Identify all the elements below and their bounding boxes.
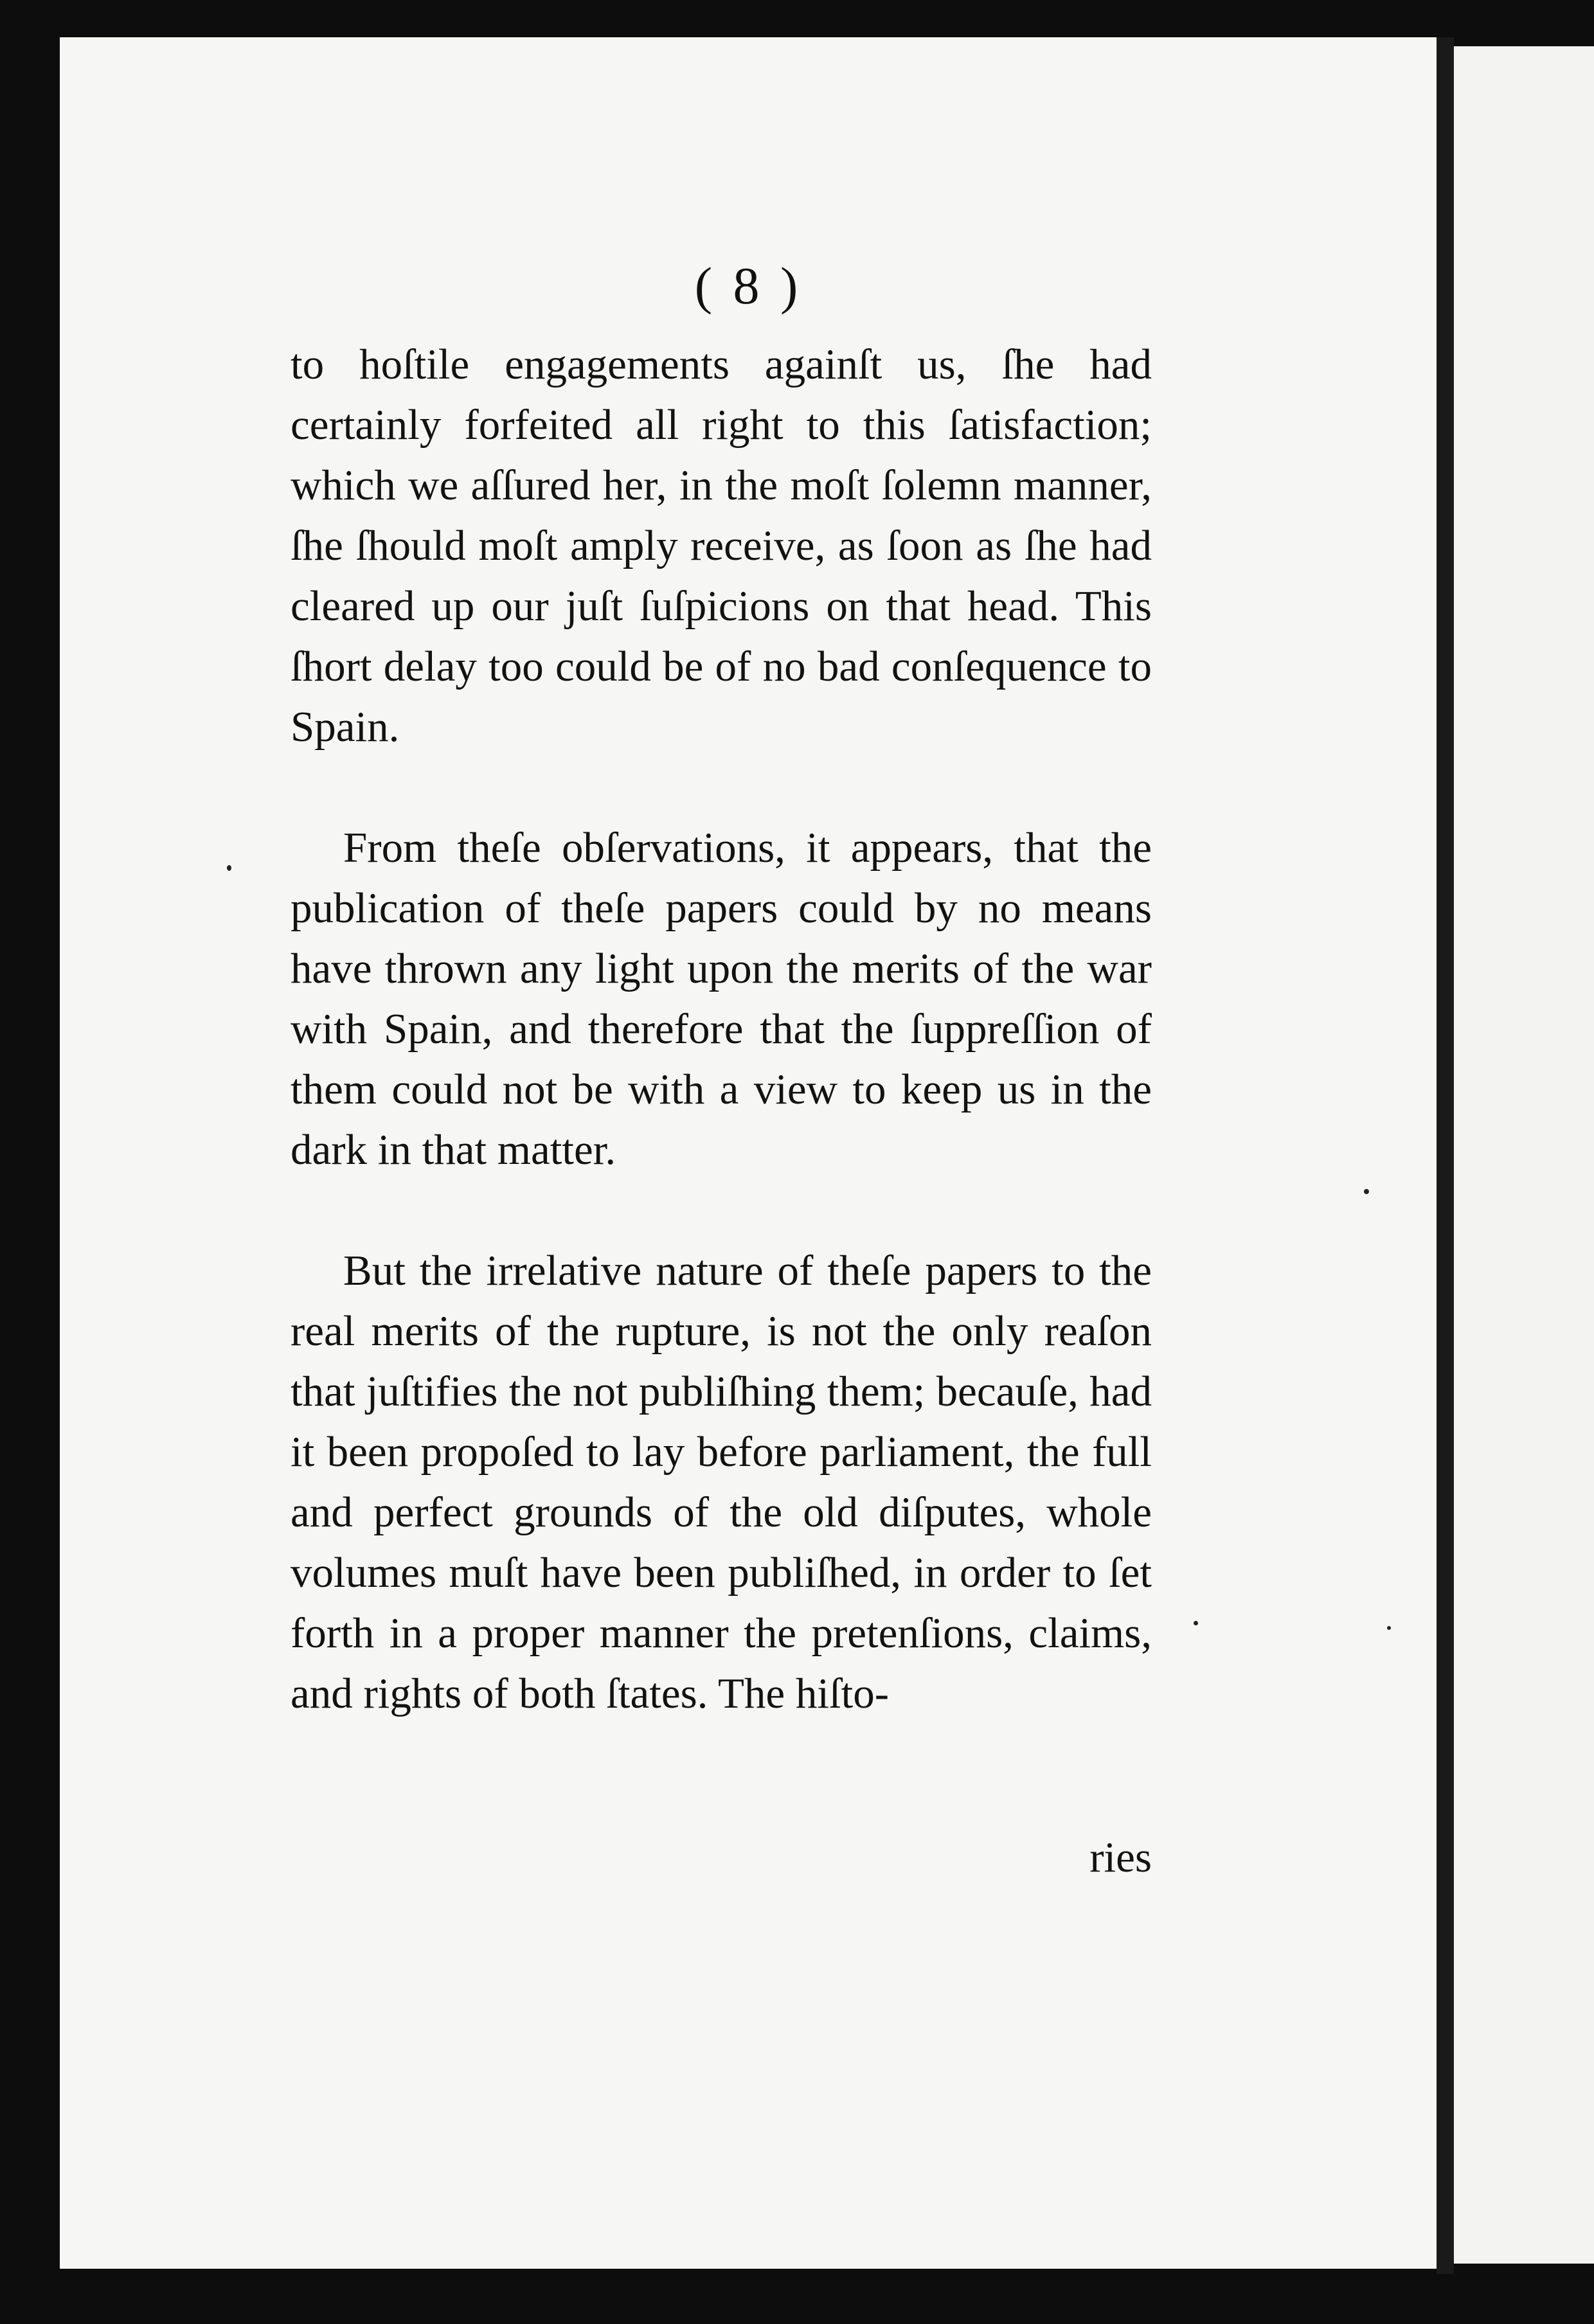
paragraph-3: But the irrelative nature of theſe papers to the real merits of the rupture, is not the only reaſon that juſtifies the not publiſhing them; becauſe, had it been propoſed to lay before parliament, the full and perfect grounds of the old diſputes, whole volumes muſt have been publiſhed, in order to ſet forth in a proper manner the pretenſions, claims, and rights of both ſtates. The hiſto- <box>291 1247 1152 1717</box>
book-gutter <box>1437 37 1454 2274</box>
facing-page-edge <box>1454 46 1594 2264</box>
ink-speck <box>1364 1189 1369 1194</box>
paragraph-1: to hoſtile engagements againſt us, ſhe had certainly forfeited all right to this ſatisfaction; which we aſſured her, in the moſt ſolemn manner, ſhe ſhould moſt amply receive, as ſoon as ſhe had cleared up our juſt ſuſpicions on that head. This ſhort delay too could be of no bad conſequence to Spain. <box>291 341 1152 751</box>
paragraph-2: From theſe obſervations, it appears, that the publication of theſe papers could by no means have thrown any light upon the merits of the war with Spain, and therefore that the ſuppreſſion of them could not be with a view to keep us in the dark in that matter. <box>291 824 1152 1174</box>
catchword: ries <box>1089 1834 1152 1881</box>
page-body-text <box>291 334 1152 1724</box>
ink-speck <box>1387 1626 1391 1630</box>
ink-speck <box>1194 1621 1198 1625</box>
ink-speck <box>227 865 231 871</box>
page-number: ( 8 ) <box>694 256 802 315</box>
